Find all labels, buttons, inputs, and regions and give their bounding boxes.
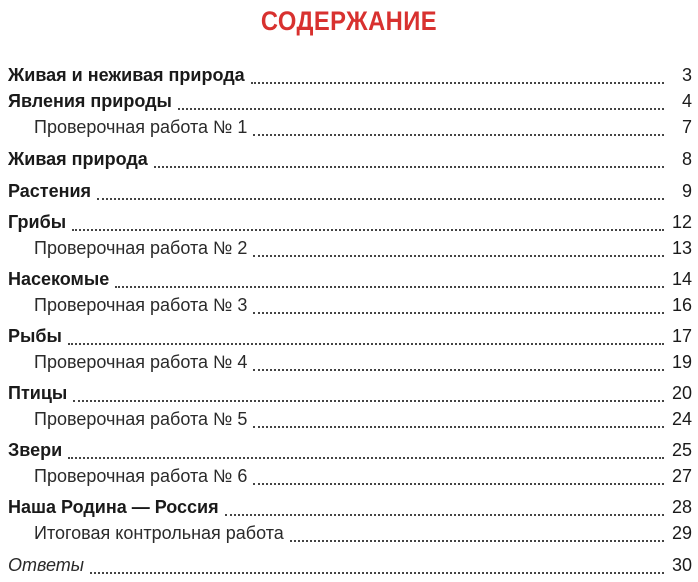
toc-entry-page: 29	[671, 523, 692, 543]
dot-leader	[115, 285, 664, 288]
toc-entry-page: 13	[671, 238, 692, 258]
toc-entry[interactable]	[8, 209, 692, 235]
toc-entry-page: 19	[671, 352, 692, 372]
dot-leader	[90, 571, 664, 574]
toc-entry-page: 17	[671, 326, 692, 346]
toc-entry-label: Насекомые	[8, 269, 110, 289]
toc-entry-label: Звери	[8, 440, 63, 460]
dot-leader	[154, 165, 664, 168]
dot-leader	[68, 342, 664, 345]
toc-entry[interactable]	[8, 146, 692, 172]
toc-subentry-label: Проверочная работа № 1	[34, 117, 248, 137]
toc-entry-label: Растения	[8, 181, 92, 201]
toc-entry[interactable]	[8, 323, 692, 349]
toc-subentry-label: Проверочная работа № 2	[34, 238, 248, 258]
dot-leader	[253, 254, 664, 257]
toc-subentry[interactable]	[8, 520, 692, 546]
dot-leader	[253, 133, 664, 136]
toc-entry-label: Рыбы	[8, 326, 62, 346]
toc-entry-page: 4	[681, 91, 692, 111]
dot-leader	[68, 456, 664, 459]
toc-subentry[interactable]	[8, 235, 692, 261]
toc-entry-page: 8	[681, 149, 692, 169]
toc-subentry[interactable]	[8, 463, 692, 489]
dot-leader	[290, 539, 664, 542]
toc-subentry[interactable]	[8, 349, 692, 375]
toc-entry[interactable]	[8, 437, 692, 463]
toc-entry-page: 7	[681, 117, 692, 137]
toc-entry-page: 16	[671, 295, 692, 315]
toc-entry-page: 28	[671, 497, 692, 517]
toc-subentry-label: Проверочная работа № 4	[34, 352, 248, 372]
dot-leader	[97, 197, 664, 200]
toc-entry-label: Птицы	[8, 383, 68, 403]
toc-entry-page: 24	[671, 409, 692, 429]
toc-entry[interactable]	[8, 380, 692, 406]
toc-subentry[interactable]	[8, 114, 692, 140]
dot-leader	[72, 228, 664, 231]
toc-entry-page: 25	[671, 440, 692, 460]
toc-subentry[interactable]	[8, 292, 692, 318]
toc-entry-label: Явления природы	[8, 91, 172, 111]
toc-entry[interactable]	[8, 88, 692, 114]
toc-entry-label: Наша Родина — Россия	[8, 497, 219, 517]
toc-subentry-label: Проверочная работа № 5	[34, 409, 248, 429]
page-title: СОДЕРЖАНИЕ	[260, 6, 438, 36]
toc-entry-label: Грибы	[8, 212, 67, 232]
toc-entry[interactable]	[8, 266, 692, 292]
toc-subentry-label: Итоговая контрольная работа	[34, 523, 284, 543]
dot-leader	[253, 482, 664, 485]
toc-entry-page: 27	[671, 466, 692, 486]
dot-leader	[253, 311, 664, 314]
toc-entry[interactable]	[8, 62, 692, 88]
toc-entry-label: Живая природа	[8, 149, 148, 169]
toc-entry-page: 9	[681, 181, 692, 201]
toc-subentry[interactable]	[8, 406, 692, 432]
toc-entry[interactable]	[8, 494, 692, 520]
toc-entry-page: 12	[671, 212, 692, 232]
toc-entry-label: Ответы	[8, 555, 85, 575]
toc-entry[interactable]	[8, 178, 692, 204]
dot-leader	[253, 368, 664, 371]
toc-subentry-label: Проверочная работа № 3	[34, 295, 248, 315]
toc-entry-answers[interactable]	[8, 552, 692, 578]
toc-entry-page: 3	[681, 65, 692, 85]
dot-leader	[73, 399, 664, 402]
toc-entry-page: 14	[671, 269, 692, 289]
toc-subentry-label: Проверочная работа № 6	[34, 466, 248, 486]
dot-leader	[225, 513, 664, 516]
toc-entry-page: 20	[671, 383, 692, 403]
dot-leader	[251, 81, 664, 84]
toc-entry-page: 30	[671, 555, 692, 575]
dot-leader	[253, 425, 664, 428]
toc-entry-label: Живая и неживая природа	[8, 65, 245, 85]
dot-leader	[178, 107, 664, 110]
